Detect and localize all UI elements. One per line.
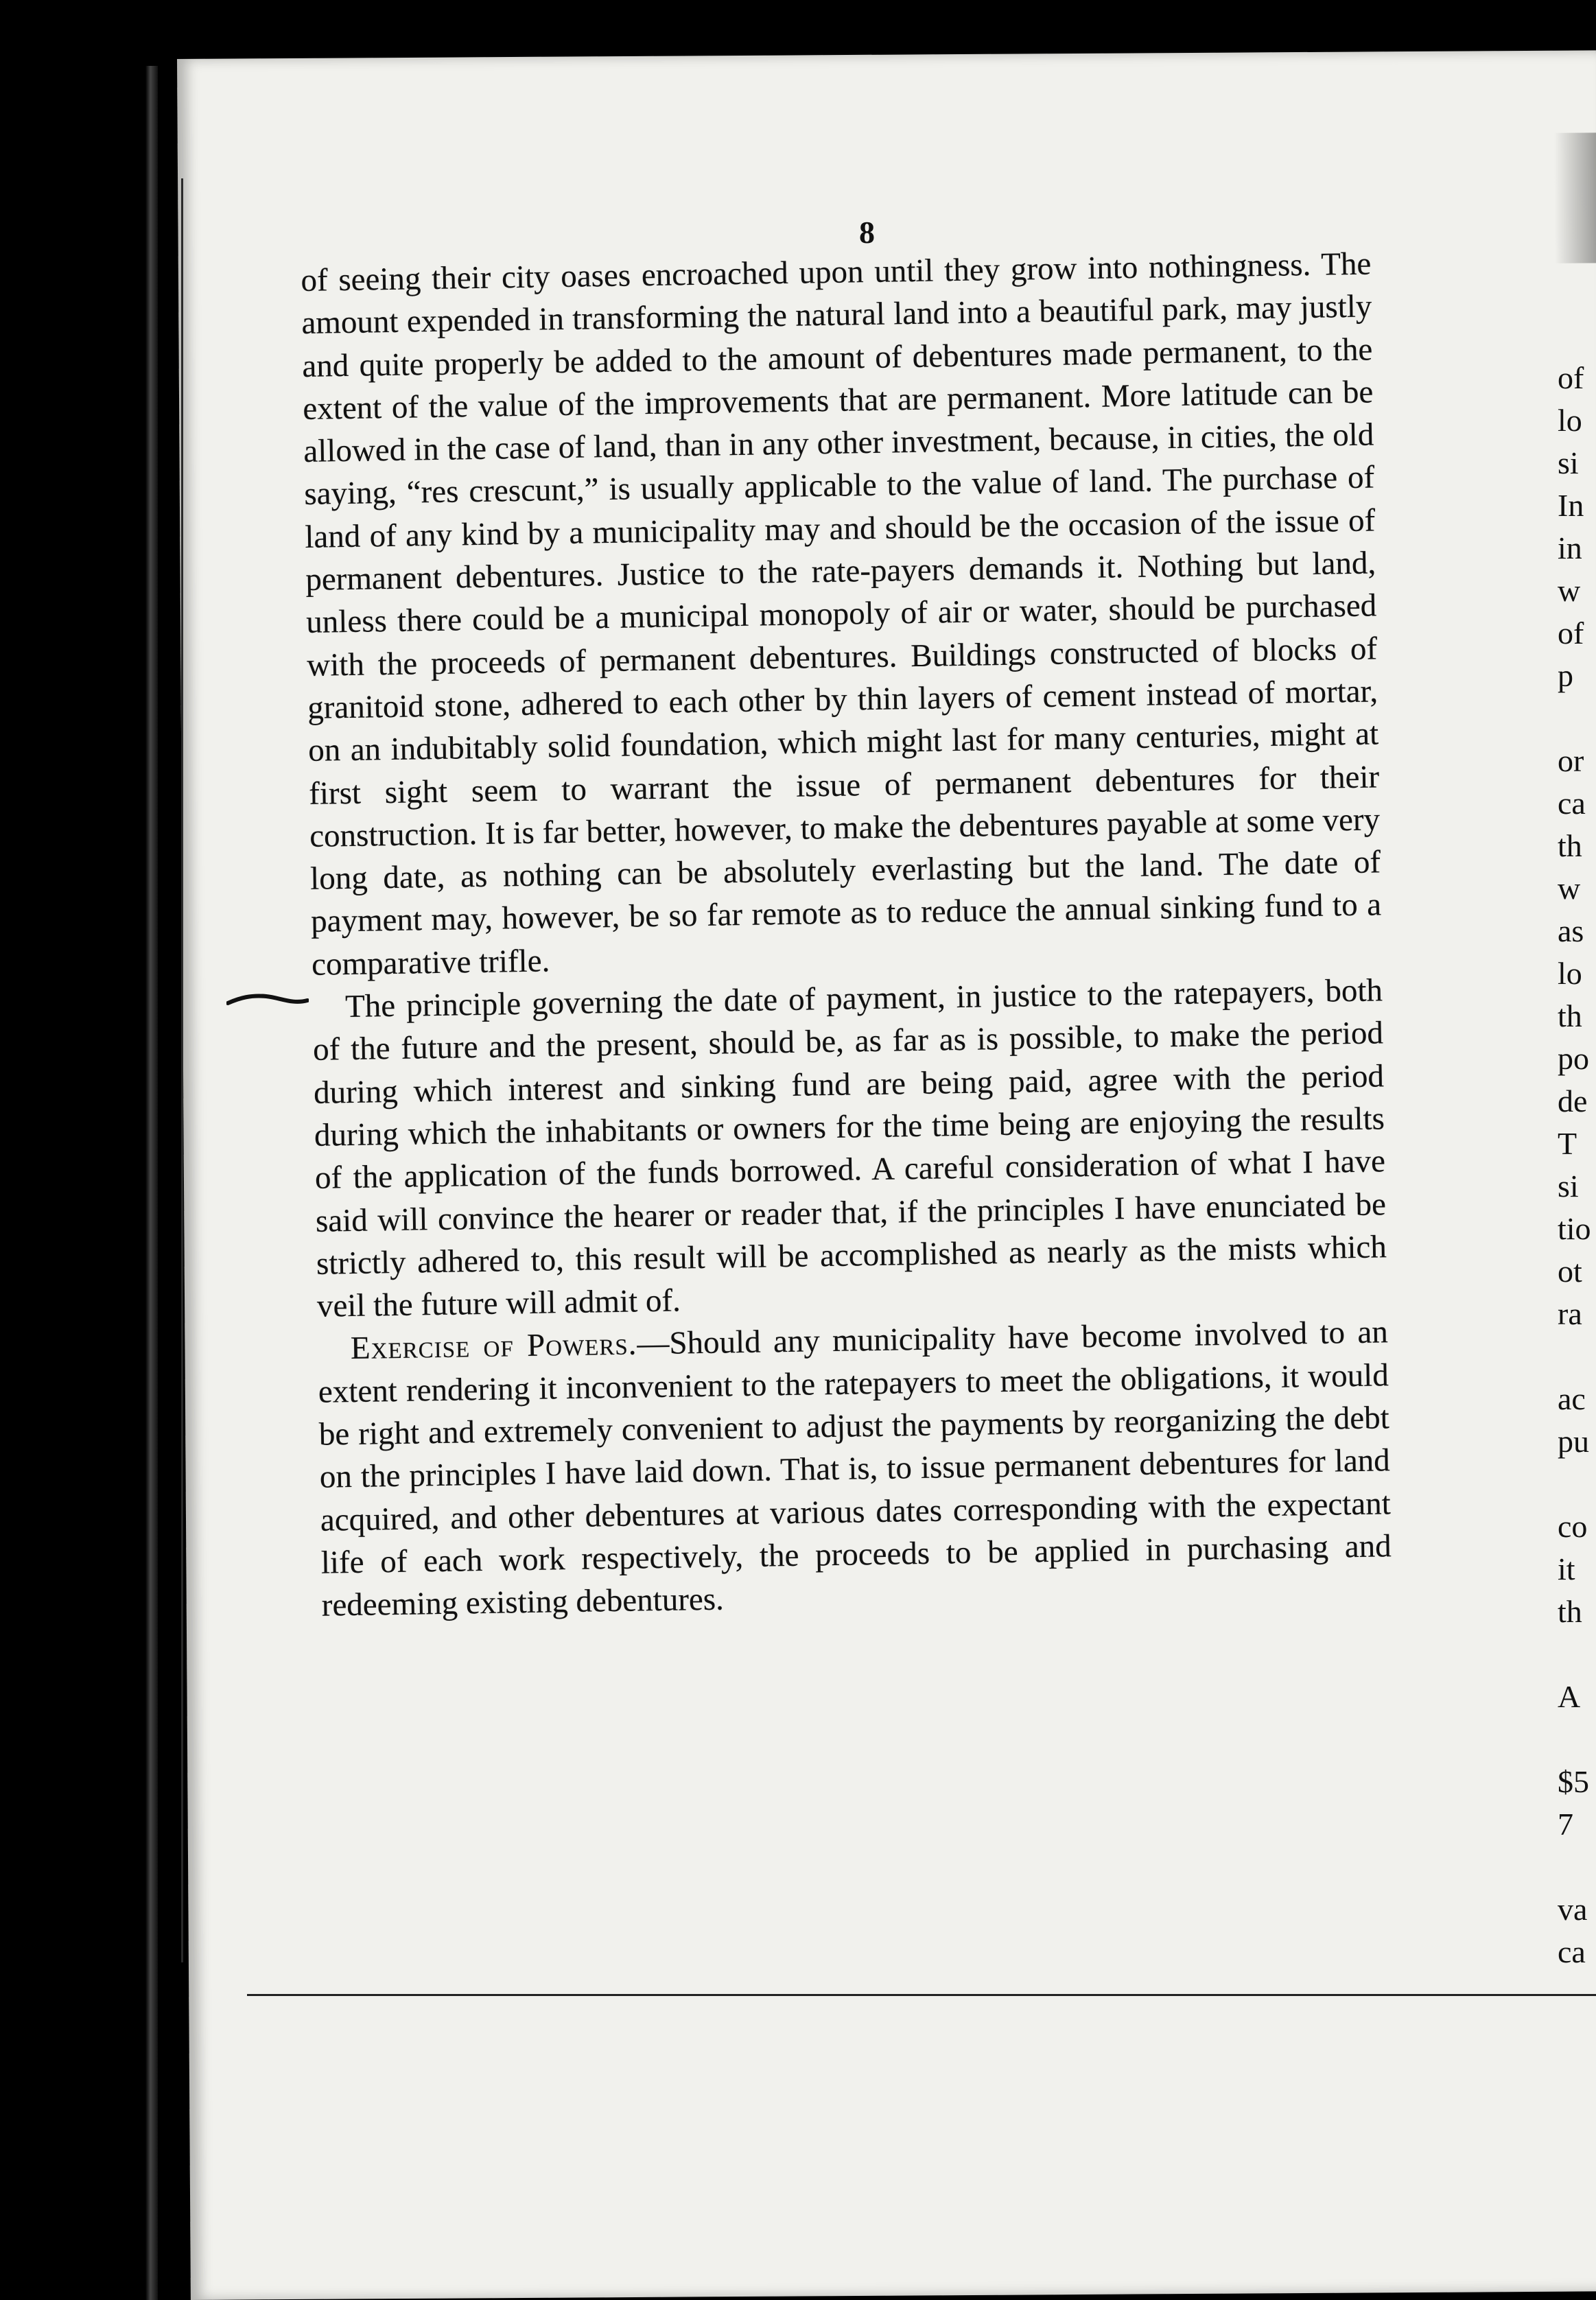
- fragment-line: of: [1558, 615, 1584, 650]
- fragment-line: si: [1558, 1169, 1579, 1204]
- fragment-line: ca: [1558, 1934, 1586, 1969]
- left-margin-rule: [181, 178, 183, 1962]
- fragment-line: lo: [1558, 956, 1582, 991]
- fragment-line: de: [1558, 1083, 1588, 1118]
- fragment-line: ra: [1558, 1296, 1582, 1331]
- fragment-line: lo: [1558, 403, 1582, 438]
- fragment-line: va: [1558, 1892, 1588, 1927]
- fragment-line: [1558, 1335, 1596, 1378]
- fragment-line: as: [1558, 913, 1584, 948]
- fragment-line: si: [1558, 445, 1579, 480]
- fragment-line: or: [1558, 743, 1584, 778]
- fragment-line: it: [1558, 1551, 1575, 1586]
- fragment-line: th: [1558, 998, 1582, 1033]
- fragment-line: co: [1558, 1509, 1588, 1544]
- fragment-line: In: [1558, 488, 1584, 523]
- fragment-line: of: [1558, 360, 1584, 395]
- fragment-line: w: [1558, 573, 1581, 608]
- fragment-line: [1558, 1718, 1596, 1761]
- fragment-line: 7: [1558, 1807, 1573, 1842]
- fragment-line: pu: [1558, 1424, 1589, 1459]
- fragment-line: th: [1558, 828, 1582, 863]
- fragment-line: p: [1558, 658, 1573, 693]
- fragment-line: ca: [1558, 786, 1586, 821]
- section-heading: Exercise of Powers.: [350, 1326, 637, 1367]
- fragment-line: ot: [1558, 1254, 1582, 1289]
- fragment-line: po: [1558, 1041, 1589, 1076]
- paragraph-3: [317, 1311, 1392, 1628]
- fragment-line: th: [1558, 1594, 1582, 1629]
- fragment-line: in: [1558, 530, 1582, 565]
- bottom-rule: [247, 1994, 1596, 1996]
- fragment-line: $5: [1558, 1764, 1589, 1799]
- margin-pen-mark: [226, 985, 309, 1013]
- book-spine-shadow: [145, 66, 158, 2300]
- paragraph-2: The principle governing the date of payment, in justice to the ratepayers, both of the future and the present, should be, as far as is possible, to make the period during which interest and sinking fund are being paid, agree with the period during which the inhabitants or owners for the time being are enjoying the results of the application of the funds borrowed. A careful consideration of what I have said will convince the hearer or reader that, if the principles I have enunciated be strictly adhered to, this result will be accomplished as nearly as the mists which veil the future will admit of.: [312, 972, 1387, 1324]
- fragment-line: tio: [1558, 1211, 1591, 1246]
- page-corner-shadow: [1554, 132, 1596, 263]
- fragment-line: T: [1558, 1126, 1577, 1161]
- fragment-line: [1558, 1633, 1596, 1676]
- facing-page-fragments: [1558, 357, 1596, 1973]
- paragraph-1: of seeing their city oases encroached upon until they grow into nothingness. The amount expended in transforming the natural land into a beautiful park, may justly and quite properly be added to the amount of debentures made permanent, to the extent of the value of the improvements that are permanent. More latitude can be allowed in the case of land, than in any other investment, because, in cities, the old saying, “res crescunt,” is usually applicable to the value of land. The purchase of land of any kind by a municipality may and should be the occasion of the issue of permanent debentures. Justice to the rate-payers demands it. Nothing but land, unless there could be a municipal monopoly of air or water, should be purchased with the proceeds of permanent debentures. Buildings constructed of blocks of granitoid stone, adhered to each other by thin layers of cement instead of mortar, on an indubitably solid foundation, which might last for many centuries, might at first sight seem to warrant the issue of permanent debentures for their construction. It is far better, however, to make the debentures payable at some very long date, as nothing can be absolutely everlasting but the land. The date of payment may, however, be so far remote as to reduce the annual sinking fund to a comparative trifle.: [301, 246, 1382, 983]
- fragment-line: [1558, 697, 1596, 740]
- paragraph-3-body: —Should any municipality have become involved to an extent rendering it inconvenient to the ratepayers to meet the obligations, it would be right and extremely convenient to adjust the payments by reorganizing the debt on the principles I have laid down. That is, to issue permanent debentures for land acquired, and other debentures at various dates corresponding with the expectant life of each work respectively, the proceeds to be applied in purchasing and redeeming existing debentures.: [318, 1314, 1392, 1623]
- page-number: 8: [859, 215, 875, 250]
- fragment-line: [1558, 1463, 1596, 1505]
- fragment-line: ac: [1558, 1381, 1586, 1416]
- body-text: [301, 242, 1392, 1627]
- fragment-line: [1558, 1846, 1596, 1888]
- fragment-line: w: [1558, 871, 1581, 906]
- fragment-line: A: [1558, 1679, 1581, 1714]
